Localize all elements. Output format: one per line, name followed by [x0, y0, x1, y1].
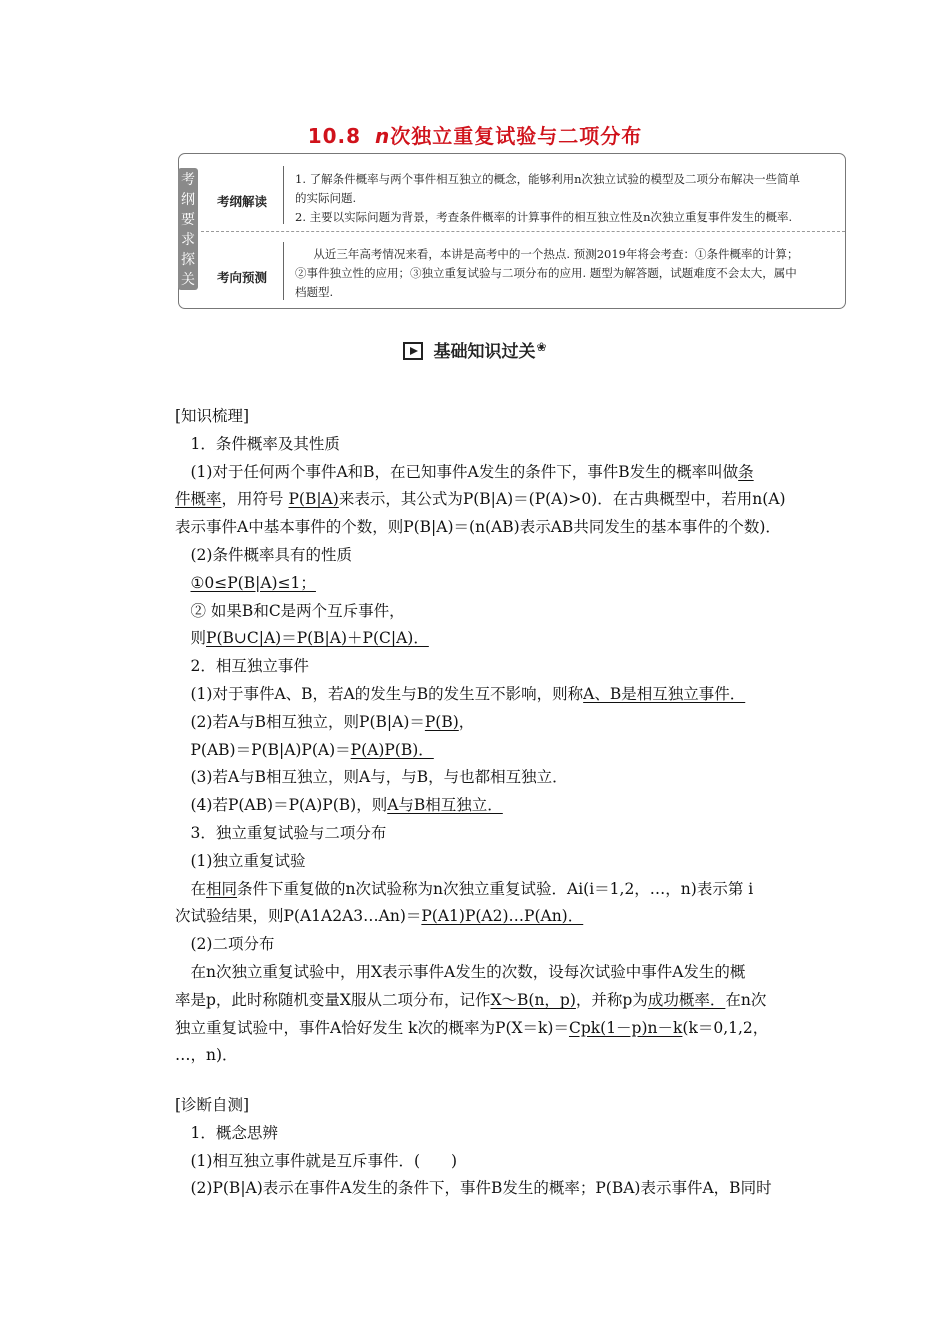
knowledge-header: [知识梳理]	[175, 407, 250, 425]
row-separator	[283, 242, 284, 300]
heading-conditional-probability: 1．条件概率及其性质	[190, 434, 340, 453]
paragraph-line: 表示事件A中基本事件的个数，则P(B|A)＝(n(AB)表示AB共同发生的基本事件的个数)．	[175, 518, 781, 537]
knowledge-section	[175, 403, 811, 1070]
paragraph-line: …，n)．	[175, 1046, 238, 1065]
forecast-line: ②事件独立性的应用；③独立重复试验与二项分布的应用. 题型为解答题，试题难度不会太大，属中	[295, 266, 797, 280]
question-line: (1)相互独立事件就是互斥事件．( )	[190, 1151, 458, 1170]
side-tab-char: 关	[181, 272, 195, 288]
paragraph-line: 独立重复试验中，事件A恰好发生 k次的概率为P(X＝k)＝Cpk(1－p)n－k(k＝0,1,2，	[175, 1018, 769, 1037]
side-tab-char: 探	[181, 252, 195, 268]
paragraph-line: 在n次独立重复试验中，用X表示事件A发生的次数，设每次试验中事件A发生的概	[190, 962, 746, 981]
requirements-box	[178, 153, 846, 309]
paragraph-line: ①0≤P(B|A)≤1；	[190, 573, 316, 592]
heading-concept: 1．概念思辨	[190, 1123, 278, 1142]
side-tab-char: 要	[181, 212, 195, 228]
requirements-side-tab	[178, 168, 198, 290]
section-header-text: 基础知识过关	[433, 342, 536, 362]
title-text: 次独立重复试验与二项分布	[390, 124, 643, 148]
diagnosis-header: [诊断自测]	[175, 1096, 250, 1114]
title-variable-n: n	[375, 124, 391, 148]
paragraph-line: (2)二项分布	[190, 935, 275, 954]
section-header	[0, 337, 950, 362]
heading-independent-events: 2．相互独立事件	[190, 657, 309, 676]
page-title	[0, 120, 950, 149]
paragraph-line: (1)对于事件A、B，若A的发生与B的发生互不影响，则称A、B是相互独立事件．	[190, 684, 746, 703]
row-divider	[201, 231, 845, 232]
row-label-forecast: 考向预测	[216, 270, 267, 285]
heading-binomial: 3．独立重复试验与二项分布	[190, 823, 387, 842]
section-number: 10.8	[307, 124, 362, 148]
paragraph-line: 率是p，此时称随机变量X服从二项分布，记作X～B(n，p)，并称p为成功概率．在n次	[175, 990, 767, 1009]
paragraph-line: (1)对于任何两个事件A和B，在已知事件A发生的条件下，事件B发生的概率叫做条	[190, 462, 754, 481]
play-icon	[403, 342, 423, 360]
forecast-line: 从近三年高考情况来看，本讲是高考中的一个热点. 预测2019年将会考查：①条件概率的计算；	[313, 247, 799, 261]
paragraph-line: (2)条件概率具有的性质	[190, 545, 352, 564]
paragraph-line: P(AB)＝P(B|A)P(A)＝P(A)P(B)．	[190, 740, 434, 759]
paragraph-line: 次试验结果，则P(A1A2A3…An)＝P(A1)P(A2)…P(An)．	[175, 907, 584, 926]
side-tab-char: 考	[181, 172, 195, 188]
side-tab-char: 求	[181, 232, 195, 248]
paragraph-line: (2)若A与B相互独立，则P(B|A)＝P(B)，	[190, 712, 475, 731]
paragraph-line: 在相同条件下重复做的n次试验称为n次独立重复试验．Ai(i＝1,2，…，n)表示第 i	[190, 879, 754, 898]
paragraph-line: 则P(B∪C|A)＝P(B|A)＋P(C|A)．	[190, 629, 429, 648]
forecast-text	[295, 245, 827, 302]
syllabus-line: 的实际问题.	[295, 191, 357, 205]
row-separator	[283, 166, 284, 224]
paragraph-line: (3)若A与B相互独立，则A与，与B，与也都相互独立．	[190, 768, 568, 787]
paragraph-line: (1)独立重复试验	[190, 851, 306, 870]
paragraph-line: 件概率，用符号 P(B|A)来表示，其公式为P(B|A)＝(P(A)>0)．在古典概型中，若用n(A)	[175, 490, 786, 509]
question-line: (2)P(B|A)表示在事件A发生的条件下，事件B发生的概率；P(BA)表示事件A，B同时	[190, 1179, 772, 1198]
syllabus-text	[295, 170, 827, 227]
paragraph-line: (4)若P(AB)＝P(A)P(B)，则A与B相互独立．	[190, 796, 503, 815]
diagnosis-section	[175, 1092, 811, 1203]
side-tab-char: 纲	[181, 192, 195, 208]
flourish-icon: ❀	[536, 340, 547, 354]
syllabus-line: 1. 了解条件概率与两个事件相互独立的概念，能够利用n次独立试验的模型及二项分布解决一些简单	[295, 172, 801, 186]
syllabus-line: 2. 主要以实际问题为背景，考查条件概率的计算事件的相互独立性及n次独立重复事件发生的概率.	[295, 210, 793, 224]
row-label-syllabus: 考纲解读	[216, 194, 267, 209]
forecast-line: 档题型.	[295, 285, 334, 299]
paragraph-line: ② 如果B和C是两个互斥事件，	[190, 601, 405, 620]
